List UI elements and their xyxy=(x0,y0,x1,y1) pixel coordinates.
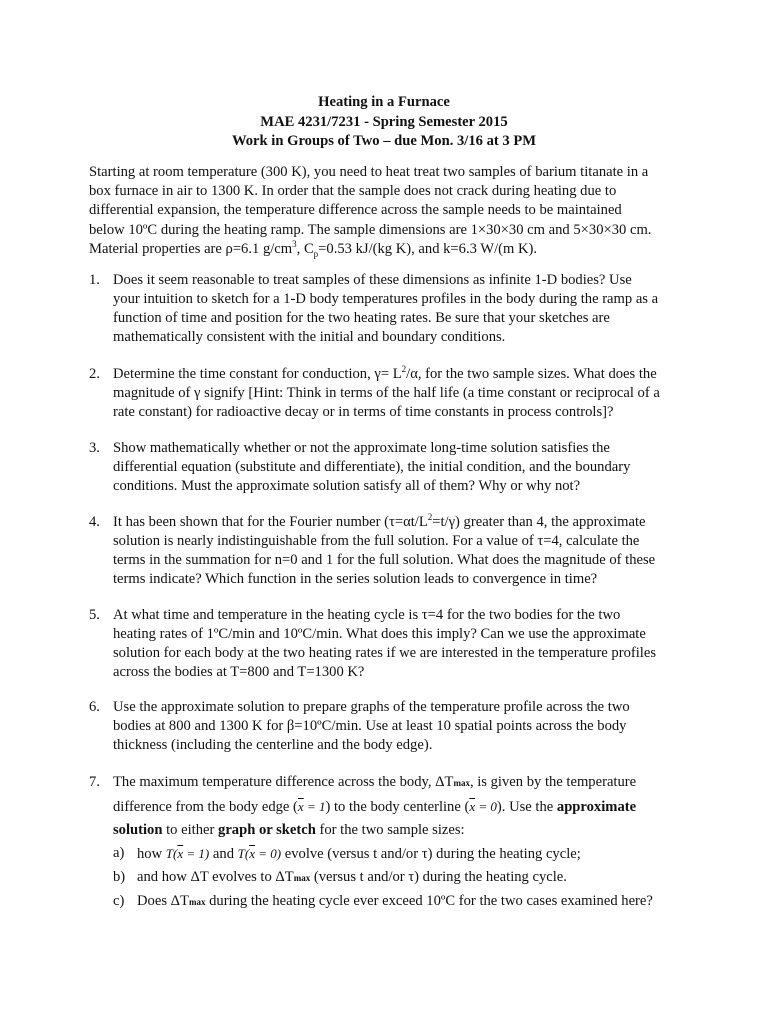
question-text: , is given by the temperature xyxy=(469,774,637,790)
question-line: At what time and temperature in the heating cycle is τ=4 for the two bodies for the two xyxy=(113,607,621,623)
question-line xyxy=(113,513,678,532)
subscript: max xyxy=(293,873,311,883)
math-variable: $\overline{x}$ xyxy=(249,846,255,861)
question-line: conditions. Must the approximate solution satisfy all of them? Why or why not? xyxy=(113,478,581,495)
question-text: /α, for the two sample sizes. What does the xyxy=(406,366,657,382)
question-number: 7. xyxy=(89,774,100,790)
question-number: 6. xyxy=(89,699,100,715)
bold-text: approximate xyxy=(556,799,637,815)
question-7 xyxy=(89,771,689,914)
math-variable: $\overline{x}$ xyxy=(469,799,476,814)
question-text: Does ΔT xyxy=(137,893,189,909)
question-5 xyxy=(89,606,689,682)
sub-item-label: a) xyxy=(113,845,125,861)
math-expression xyxy=(298,799,326,814)
superscript: 2 xyxy=(401,364,407,375)
math-variable: T xyxy=(165,846,174,861)
question-line: bodies at 800 and 1300 K for β=10ºC/min. Use at least 10 spatial points across the body xyxy=(113,718,627,735)
math-variable: $\overline{x}$ xyxy=(177,846,184,861)
sub-item-a xyxy=(113,842,678,866)
subscript: p xyxy=(313,248,319,259)
bold-text: graph or sketch xyxy=(218,822,316,838)
question-line: terms in the summation for n=0 and 1 for the full solution. What does the magnitude of these xyxy=(113,552,656,569)
question-line: rate constant) for radioactive decay or in terms of time constants in process controls]? xyxy=(113,404,614,421)
question-text: Determine the time constant for conduction, γ= L xyxy=(113,366,402,382)
question-text: during the heating cycle ever exceed 10ºC for the two cases examined here? xyxy=(205,893,653,909)
math-expression xyxy=(469,799,497,814)
question-line: solution for each body at the two heating rates if we are interested in the temperature profiles xyxy=(113,645,657,662)
intro-line: below 10ºC during the heating ramp. The sample dimensions are 1×30×30 cm and 5×30×30 cm. xyxy=(89,221,652,238)
question-2 xyxy=(89,365,689,422)
sub-item-label: b) xyxy=(113,869,126,885)
title-line-3: Work in Groups of Two – due Mon. 3/16 at 3 PM xyxy=(231,133,537,149)
subscript: max xyxy=(188,897,206,907)
intro-line: differential expansion, the temperature difference across the sample needs to be maintained xyxy=(89,202,622,219)
question-text: It has been shown that for the Fourier number (τ=αt/L xyxy=(113,514,428,530)
question-text: (versus t and/or τ) during the heating cycle. xyxy=(310,869,567,885)
question-text: ). Use the xyxy=(496,799,557,815)
question-line: Does it seem reasonable to treat samples of these dimensions as infinite 1-D bodies? Use xyxy=(113,272,632,288)
question-text: and how ΔT evolves to ΔT xyxy=(137,869,294,885)
document-title xyxy=(0,93,768,152)
question-text: and xyxy=(209,846,238,862)
superscript: 2 xyxy=(427,512,433,523)
question-number: 4. xyxy=(89,514,100,530)
subscript: max xyxy=(453,778,470,788)
question-text: difference from the body edge ( xyxy=(113,799,298,815)
question-text: for the two sample sizes: xyxy=(315,822,465,838)
question-text: evolve (versus t and/or τ) during the heating cycle; xyxy=(281,846,581,862)
question-text: ) to the body centerline ( xyxy=(325,799,470,815)
question-line: function of time and position for the two heating rates. Be sure that your sketches are xyxy=(113,310,610,327)
question-text: to either xyxy=(162,822,219,838)
question-line xyxy=(113,771,678,795)
math-variable: T xyxy=(237,846,245,861)
bold-text: solution xyxy=(113,822,163,838)
intro-line: Starting at room temperature (300 K), you need to heat treat two samples of barium titanate in a xyxy=(89,164,649,180)
question-text: =t/γ) greater than 4, the approximate xyxy=(432,514,646,530)
question-line: solution is nearly indistinguishable from the full solution. For a value of τ=4, calculate the xyxy=(113,533,640,550)
math-variable: $\overline{x}$ xyxy=(297,799,304,814)
sub-item-b xyxy=(113,866,678,890)
intro-text: , C xyxy=(296,240,314,257)
sub-item-label: c) xyxy=(113,893,125,909)
title-line-2: MAE 4231/7231 - Spring Semester 2015 xyxy=(260,113,508,130)
question-line: your intuition to sketch for a 1-D body temperatures profiles in the body during the ramp as a xyxy=(113,291,659,308)
question-line: thickness (including the centerline and the body edge). xyxy=(113,737,433,754)
question-number: 3. xyxy=(89,440,100,456)
math-value: = 0) xyxy=(255,846,282,861)
question-line: Show mathematically whether or not the approximate long-time solution satisfies the xyxy=(113,440,610,456)
question-3 xyxy=(89,439,689,496)
question-number: 1. xyxy=(89,272,100,288)
question-line xyxy=(113,795,678,819)
intro-paragraph xyxy=(89,163,684,259)
intro-text: =0.53 kJ/(kg K), and k=6.3 W/(m K). xyxy=(318,240,538,257)
question-line: heating rates of 1ºC/min and 10ºC/min. What does this imply? Can we use the approximate xyxy=(113,626,646,643)
question-line xyxy=(113,365,678,384)
math-value: = 1 xyxy=(303,799,326,814)
superscript: 3 xyxy=(292,238,297,249)
question-1 xyxy=(89,271,689,347)
question-text: how xyxy=(137,846,166,862)
intro-text: Material properties are ρ=6.1 g/cm xyxy=(89,240,293,257)
math-value: = 1) xyxy=(183,846,210,861)
question-line: magnitude of γ signify [Hint: Think in terms of the half life (a time constant or reciprocal of a xyxy=(113,385,660,402)
question-line: mathematically consistent with the initial and boundary conditions. xyxy=(113,329,506,346)
question-line: across the bodies at T=800 and T=1300 K? xyxy=(113,664,365,681)
question-number: 5. xyxy=(89,607,100,623)
intro-line: box furnace in air to 1300 K. In order that the sample does not crack during heating due to xyxy=(89,183,617,200)
question-4 xyxy=(89,513,689,589)
question-line xyxy=(113,819,678,842)
question-line: differential equation (substitute and differentiate), the initial condition, and the boundary xyxy=(113,459,631,476)
math-expression: $T(\overline{x} = 0)$ xyxy=(237,846,282,861)
math-expression: $T(\overline{x} = 1)$ xyxy=(165,846,210,861)
question-line: Use the approximate solution to prepare graphs of the temperature profile across the two xyxy=(113,699,630,715)
sub-item-c xyxy=(113,890,678,914)
title-line-1: Heating in a Furnace xyxy=(318,94,450,110)
math-value: = 0 xyxy=(475,799,497,814)
question-6 xyxy=(89,698,689,755)
question-number: 2. xyxy=(89,366,100,382)
intro-line xyxy=(89,240,684,259)
question-text: The maximum temperature difference across the body, ΔT xyxy=(113,774,454,790)
question-line: terms indicate? Which function in the series solution leads to convergence in time? xyxy=(113,571,598,588)
